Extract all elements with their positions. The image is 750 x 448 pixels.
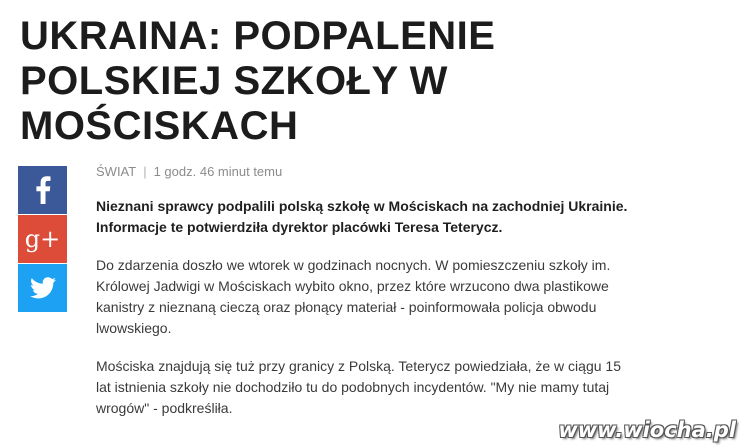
googleplus-share-button[interactable]: [18, 215, 67, 263]
article-lead: Nieznani sprawcy podpalili polską szkołę w Mościskach na zachodniej Ukrainie. Informacje te potwierdziła dyrektor placówki Teresa Teterycz.: [96, 198, 628, 235]
publish-time: 1 godz. 46 minut temu: [153, 164, 283, 179]
twitter-icon: [30, 277, 56, 299]
meta-separator: |: [143, 164, 147, 179]
article-body: [96, 196, 636, 436]
site-watermark: www.wiocha.pl: [558, 418, 736, 442]
headline-line: POLSKIEJ SZKOŁY W: [20, 59, 448, 103]
twitter-share-button[interactable]: [18, 264, 67, 312]
category-link[interactable]: ŚWIAT: [96, 164, 137, 179]
headline-line: UKRAINA: PODPALENIE: [20, 14, 496, 58]
googleplus-icon: g+: [24, 225, 61, 253]
share-bar: [18, 166, 67, 312]
headline-line: MOŚCISKACH: [20, 104, 299, 148]
article-meta: [96, 164, 282, 179]
article-paragraph: Do zdarzenia doszło we wtorek w godzinach nocnych. W pomieszczeniu szkoły im. Królowej Jadwigi w Mościskach wybito okno, przez które wrzucono dwa plastikowe kanistry z nieznaną cieczą oraz płonący materiał - poinformowała policja obwodu lwowskiego.: [96, 257, 611, 336]
facebook-icon: [35, 176, 51, 204]
facebook-share-button[interactable]: [18, 166, 67, 214]
article-paragraph: Mościska znajdują się tuż przy granicy z Polską. Teterycz powiedziała, że w ciągu 15 lat istnienia szkoły nie dochodziło tu do podobnych incydentów. "My nie mamy tutaj wrogów" - podkreśliła.: [96, 358, 621, 416]
article-headline: [20, 14, 720, 149]
